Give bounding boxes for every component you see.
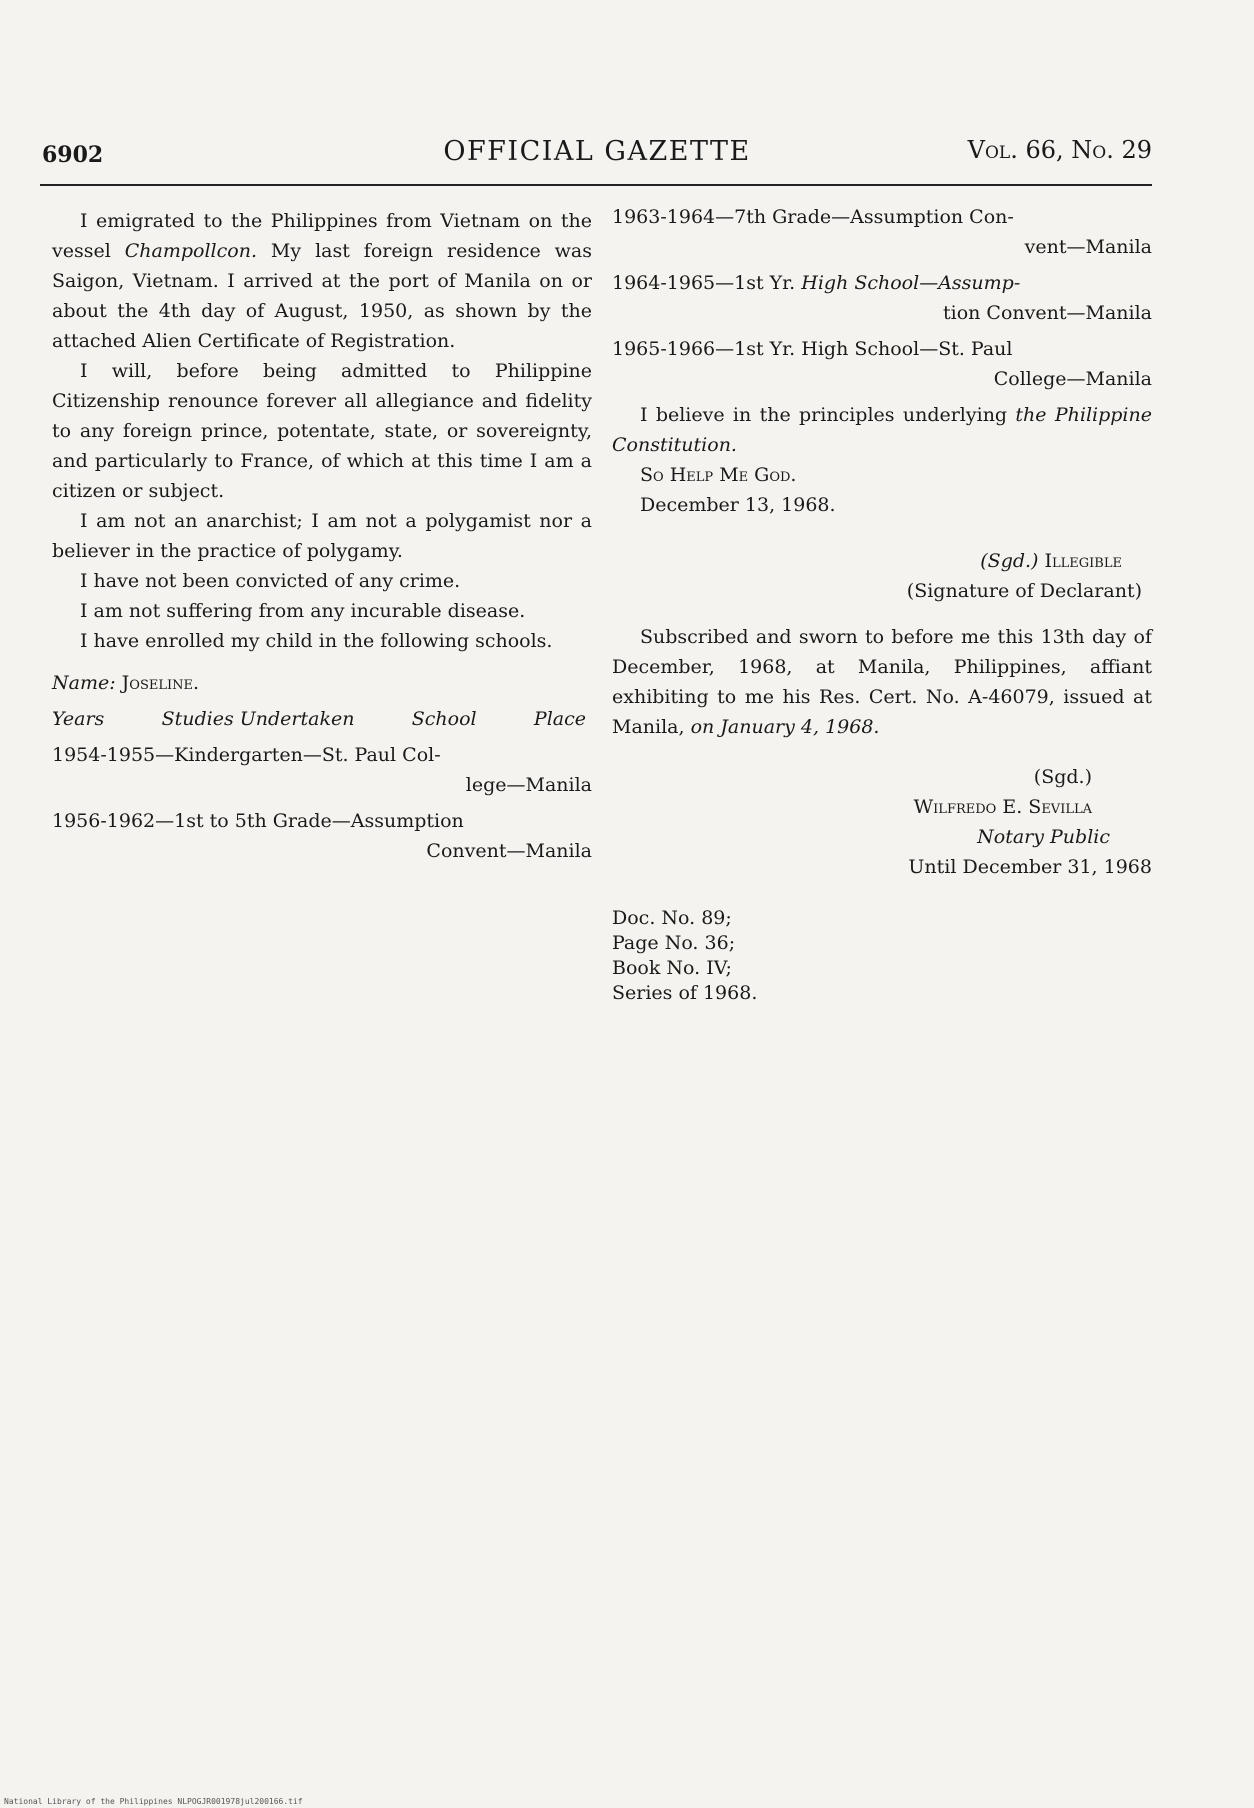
oath-paragraph <box>612 622 1152 742</box>
schools-paragraph: I have enrolled my child in the following schools. <box>80 630 553 652</box>
book-number: Book No. IV; <box>612 957 732 979</box>
notary-block <box>612 762 1152 882</box>
signature-line <box>612 546 1152 576</box>
child-name-line <box>52 668 592 698</box>
scan-source-footer: National Library of the Philippines NLPOGJR001978jul200166.tif <box>4 1797 303 1806</box>
publication-title: OFFICIAL GAZETTE <box>443 136 751 167</box>
school-entry-line: 1954-1955—Kindergarten—St. Paul Col- <box>52 744 441 766</box>
school-entry-place: Convent—Manila <box>426 840 592 862</box>
emigration-paragraph <box>52 206 592 356</box>
page-header <box>42 136 1152 176</box>
school-table-header <box>52 704 592 734</box>
belief-paragraph <box>612 400 1152 460</box>
school-entry-place: tion Convent—Manila <box>943 302 1152 324</box>
document-references <box>612 906 1152 1006</box>
school-entry <box>612 334 1152 394</box>
crime-paragraph: I have not been convicted of any crime. <box>80 570 461 592</box>
child-name: Joseline. <box>121 672 200 694</box>
column-school: School <box>411 708 477 730</box>
column-years: Years <box>52 708 105 730</box>
series-year: Series of 1968. <box>612 982 758 1004</box>
school-entry-line: 1965-1966—1st Yr. High School—St. Paul <box>612 338 1013 360</box>
sgd-label: (Sgd.) <box>1033 766 1092 788</box>
sgd-label: (Sgd.) <box>980 550 1039 572</box>
declarant-signature <box>612 546 1152 606</box>
school-entry-line: 1963-1964—7th Grade—Assumption Con- <box>612 206 1014 228</box>
name-label: Name: <box>52 672 116 694</box>
vessel-name: Champollcon. <box>124 240 257 262</box>
school-entry <box>612 268 1152 328</box>
notary-signature-line <box>612 762 1152 822</box>
signature-illegible: Illegible <box>1044 550 1122 572</box>
so-help-me-god: So Help Me God. <box>640 464 797 486</box>
column-place: Place <box>533 708 586 730</box>
left-column <box>52 206 592 866</box>
disease-paragraph: I am not suffering from any incurable disease. <box>80 600 526 622</box>
notary-commission: Until December 31, 1968 <box>908 856 1152 878</box>
oath-date: on January 4, 1968. <box>690 716 880 738</box>
school-entry-italic: High School—Assump- <box>801 272 1021 294</box>
school-entry <box>52 806 592 866</box>
school-entry-place: vent—Manila <box>1024 236 1152 258</box>
column-studies: Studies Undertaken <box>161 708 355 730</box>
school-entry-years: 1964-1965—1st Yr. <box>612 272 802 294</box>
school-entry-line <box>612 268 1152 298</box>
school-entry-place: College—Manila <box>993 368 1152 390</box>
signature-caption: (Signature of Declarant) <box>906 580 1142 602</box>
volume-number: Vol. 66, No. 29 <box>967 136 1152 164</box>
school-entry-line: 1956-1962—1st to 5th Grade—Assumption <box>52 810 464 832</box>
page-number: 6902 <box>42 142 104 168</box>
renounce-paragraph: I will, before being admitted to Philippine Citizenship renounce forever all allegiance and fidelity to any foreign prince, potentate, state, or sovereignty, and particularly to France, of which at this time I am a citizen or subject. <box>52 360 592 502</box>
anarchist-paragraph: I am not an anarchist; I am not a polygamist nor a believer in the practice of polygamy. <box>52 510 592 562</box>
page-reference: Page No. 36; <box>612 932 736 954</box>
emigration-text-a: I emigrated to the Philippines from Vietnam on the vessel <box>52 210 592 262</box>
doc-number: Doc. No. 89; <box>612 907 732 929</box>
oath-text: Subscribed and sworn to before me this 13th day of December, 1968, at Manila, Philippines, affiant exhibiting to me his Res. Cert. No. A-46079, issued at Manila, <box>612 626 1152 738</box>
belief-constitution: the Philippine Constitution. <box>612 404 1152 456</box>
notary-name: Wilfredo E. Sevilla <box>913 796 1092 818</box>
header-rule <box>40 184 1152 186</box>
right-column <box>612 202 1152 1006</box>
school-entry <box>52 740 592 800</box>
school-entry-place: lege—Manila <box>465 774 592 796</box>
school-entry <box>612 202 1152 262</box>
emigration-text-b: My last foreign residence was Saigon, Vietnam. I arrived at the port of Manila on or about the 4th day of August, 1950, as shown by the attached Alien Certificate of Registration. <box>52 240 592 352</box>
declaration-date: December 13, 1968. <box>640 494 836 516</box>
notary-title: Notary Public <box>977 826 1110 848</box>
belief-text: I believe in the principles underlying <box>640 404 1016 426</box>
